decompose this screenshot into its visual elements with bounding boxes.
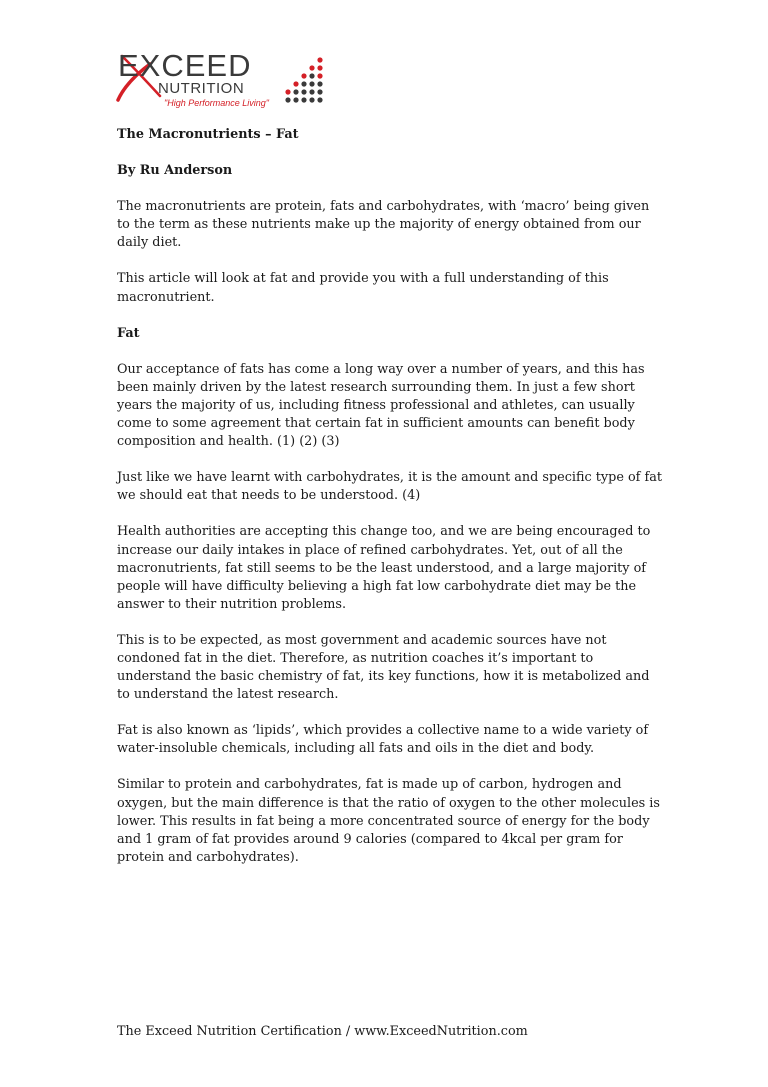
logo-dot [317,89,322,94]
logo-dot [317,97,322,102]
logo-dot [285,97,290,102]
exceed-nutrition-logo [116,42,336,112]
body-paragraph: Our acceptance of fats has come a long way over a number of years, and this has been mainly driven by the latest research surrounding them. In just a few short years the majority of us, including fitness professional and athletes, can usually come to some agreement that certain fat in sufficient amounts can benefit body composition and health. (1) (2) (3) [117,361,645,450]
article [117,126,662,885]
page-footer: The Exceed Nutrition Certification / www.ExceedNutrition.com [117,1024,528,1039]
article-byline: By Ru Anderson [117,163,233,179]
logo-dot [309,73,314,78]
logo-dot [309,97,314,102]
intro-paragraph: The macronutrients are protein, fats and carbohydrates, with ‘macro’ being given to the term as these nutrients make up the majority of energy obtained from our daily diet. [117,199,650,251]
logo-dot [317,57,322,62]
logo-dot [293,97,298,102]
body-paragraph: Health authorities are accepting this change too, and we are being encouraged to increase our daily intakes in place of refined carbohydrates. Yet, out of all the macronutrients, fat still seems to be the least understood, and a large majority of people will have difficulty believing a high fat low carbohydrate diet may be the answer to their nutrition problems. [117,524,651,612]
intro-paragraph: This article will look at fat and provide you with a full understanding of this macronutrient. [117,271,609,305]
logo-graphic [116,42,336,112]
logo-wordmark-exceed: EXCEED [118,48,252,83]
section-heading: Fat [117,325,140,341]
logo-tagline: "High Performance Living" [164,98,269,108]
logo-dot [309,89,314,94]
logo-dot [293,81,298,86]
article-title: The Macronutrients – Fat [117,127,299,142]
logo-dot [309,81,314,86]
body-paragraph: Fat is also known as ‘lipids’, which provides a collective name to a wide variety of water-insoluble chemicals, including all fats and oils in the diet and body. [117,723,649,757]
body-paragraph: Just like we have learnt with carbohydrates, it is the amount and specific type of fat we should eat that needs to be understood. (4) [117,470,662,504]
logo-dot [309,65,314,70]
logo-dot [301,89,306,94]
logo-dot [301,81,306,86]
logo-dot [293,89,298,94]
logo-dot [317,73,322,78]
logo-wordmark-nutrition: NUTRITION [158,80,245,97]
logo-dot [317,81,322,86]
body-paragraph: Similar to protein and carbohydrates, fat is made up of carbon, hydrogen and oxygen, but the main difference is that the ratio of oxygen to the other molecules is lower. This results in fat being a more concentrated source of energy for the body and 1 gram of fat provides around 9 calories (compared to 4kcal per gram for protein and carbohydrates). [117,777,660,865]
logo-dot [285,89,290,94]
body-paragraph: This is to be expected, as most government and academic sources have not condoned fat in the diet. Therefore, as nutrition coaches it’s important to understand the basic chemistry of fat, its key functions, how it is metabolized and to understand the latest research. [117,632,650,703]
logo-dot [317,65,322,70]
logo-dot [301,73,306,78]
logo-dot-grid [285,57,322,102]
logo-dot [301,97,306,102]
